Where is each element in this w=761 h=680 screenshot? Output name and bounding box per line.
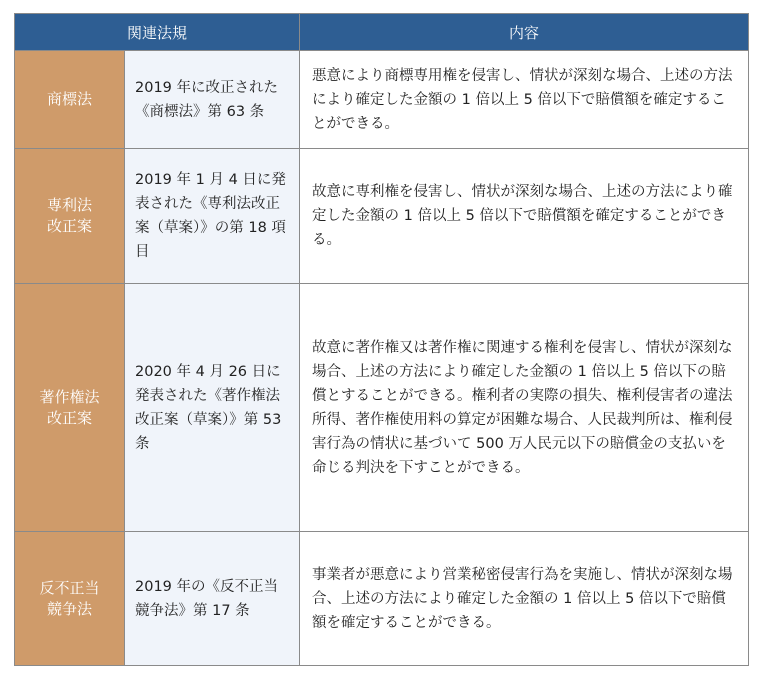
law-comparison-table (14, 13, 749, 666)
table-row (15, 284, 749, 532)
law-source-cell: 2019 年の《反不正当競争法》第 17 条 (125, 532, 300, 666)
table-row (15, 532, 749, 666)
law-content-cell: 事業者が悪意により営業秘密侵害行為を実施し、情状が深刻な場合、上述の方法により確定した金額の 1 倍以上 5 倍以下で賠償額を確定することができる。 (300, 532, 749, 666)
table-row (15, 149, 749, 284)
law-content-cell: 悪意により商標専用権を侵害し、情状が深刻な場合、上述の方法により確定した金額の 1 倍以上 5 倍以下で賠償額を確定することができる。 (300, 51, 749, 149)
header-content: 内容 (300, 14, 749, 51)
law-content-cell: 故意に著作権又は著作権に関連する権利を侵害し、情状が深刻な場合、上述の方法により確定した金額の 1 倍以上 5 倍以下の賠償とすることができる。権利者の実際の損失、権利侵害者の違法所得、著作権使用料の算定が困難な場合、人民裁判所は、権利侵害行為の情状に基づいて 500 万人民元以下の賠償金の支払いを命じる判決を下すことができる。 (300, 284, 749, 532)
law-name-cell: 商標法 (15, 51, 125, 149)
law-name-cell: 専利法 改正案 (15, 149, 125, 284)
law-content-cell: 故意に専利権を侵害し、情状が深刻な場合、上述の方法により確定した金額の 1 倍以上 5 倍以下で賠償額を確定することができる。 (300, 149, 749, 284)
law-name-cell: 反不正当 競争法 (15, 532, 125, 666)
law-source-cell: 2019 年 1 月 4 日に発表された《専利法改正案（草案）》の第 18 項目 (125, 149, 300, 284)
table-header-row (15, 14, 749, 51)
table-row (15, 51, 749, 149)
header-related-laws: 関連法規 (15, 14, 300, 51)
law-name-cell: 著作権法 改正案 (15, 284, 125, 532)
law-source-cell: 2019 年に改正された《商標法》第 63 条 (125, 51, 300, 149)
law-source-cell: 2020 年 4 月 26 日に発表された《著作権法改正案（草案）》第 53 条 (125, 284, 300, 532)
